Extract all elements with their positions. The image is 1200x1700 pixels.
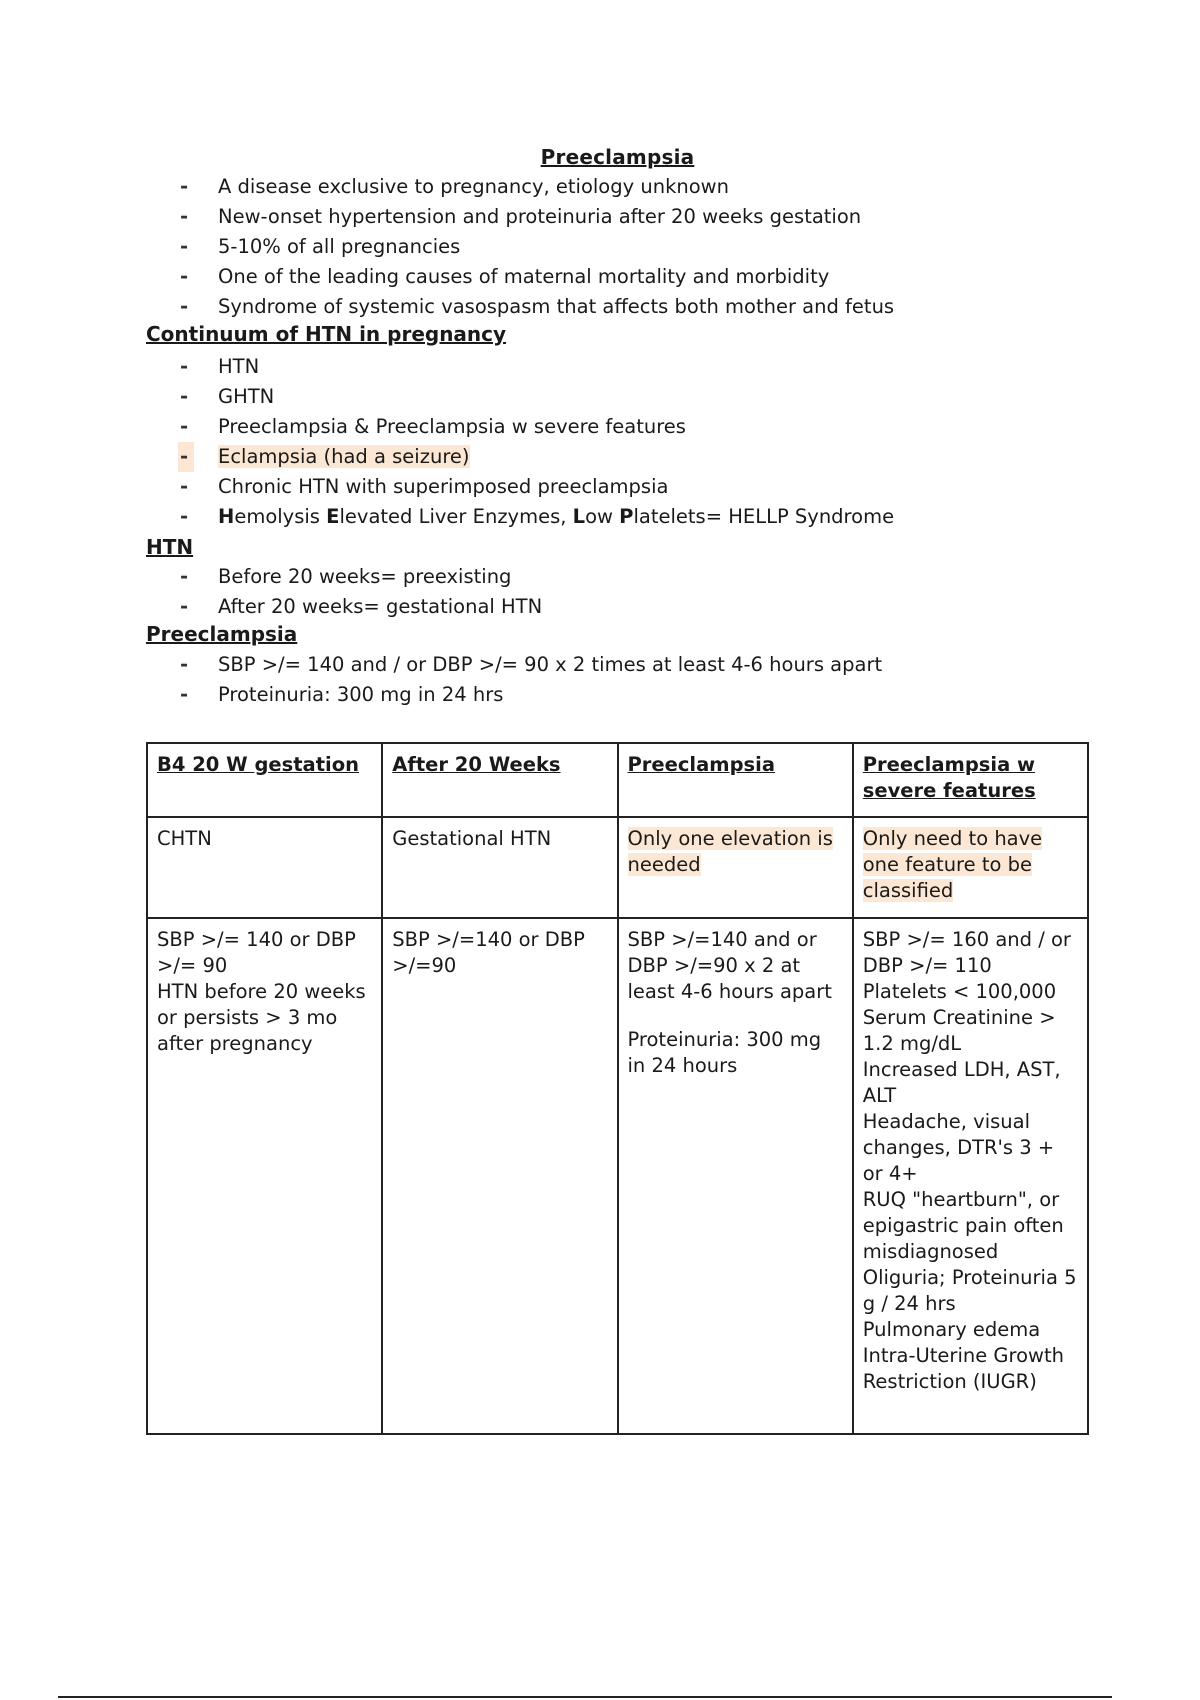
initial-e: E (326, 505, 340, 528)
table-header-cell (853, 743, 1088, 817)
preeclampsia-list (180, 650, 882, 710)
header-preeclampsia: Preeclampsia (627, 753, 775, 776)
table-cell (618, 817, 853, 918)
list-item: - HTN (180, 352, 894, 382)
footer-divider (58, 1696, 1112, 1698)
table-cell (853, 918, 1088, 1434)
preeclampsia-heading: Preeclampsia (146, 622, 298, 646)
table-cell (147, 918, 382, 1434)
table-cell (618, 918, 853, 1434)
htn-list (180, 562, 542, 622)
hellp-text: levated Liver Enzymes, (339, 505, 573, 528)
cell-line: SBP >/=140 or DBP >/=90 (392, 928, 585, 977)
list-item: - Chronic HTN with superimposed preeclampsia (180, 472, 894, 502)
list-item: - SBP >/= 140 and / or DBP >/= 90 x 2 times at least 4-6 hours apart (180, 650, 882, 680)
cell-line: Proteinuria: 300 mg in 24 hours (627, 1028, 822, 1077)
table-header-cell (618, 743, 853, 817)
table-cell (382, 918, 617, 1434)
table-header-cell (147, 743, 382, 817)
continuum-list (180, 352, 894, 532)
hellp-text: latelets= HELLP Syndrome (633, 505, 895, 528)
cell-line: SBP >/= 160 and / or DBP >/= 110 (862, 928, 1071, 977)
table-row (147, 918, 1088, 1434)
list-item: - One of the leading causes of maternal mortality and morbidity (180, 262, 894, 292)
highlighted-note: Only need to have one feature to be classified (862, 827, 1043, 902)
cell-line: SBP >/=140 and or DBP >/=90 x 2 at least 4-6 hours apart (627, 928, 832, 1003)
list-item: - A disease exclusive to pregnancy, etiology unknown (180, 172, 894, 202)
cell-line: Headache, visual changes, DTR's 3 + or 4+ (862, 1110, 1055, 1185)
cell-line: Intra-Uterine Growth Restriction (IUGR) (862, 1344, 1064, 1393)
cell-line: Platelets < 100,000 (862, 980, 1057, 1003)
initial-l: L (572, 505, 586, 528)
hellp-text: ow (585, 505, 620, 528)
page-title: Preeclampsia (540, 145, 695, 169)
header-after-20w: After 20 Weeks (392, 753, 561, 776)
intro-bullet-list (180, 172, 894, 322)
htn-heading: HTN (146, 535, 194, 559)
highlighted-note: Only one elevation is needed (627, 827, 833, 876)
list-item: - Before 20 weeks= preexisting (180, 562, 542, 592)
eclampsia-highlight: Eclampsia (had a seizure) (218, 445, 470, 468)
hellp-text: emolysis (234, 505, 327, 528)
list-item-highlighted (180, 442, 894, 472)
table-header-cell (382, 743, 617, 817)
classification-table (146, 742, 1089, 1435)
table-row (147, 817, 1088, 918)
continuum-heading: Continuum of HTN in pregnancy (146, 322, 507, 346)
list-item: - After 20 weeks= gestational HTN (180, 592, 542, 622)
cell-line: Serum Creatinine > 1.2 mg/dL (862, 1006, 1056, 1055)
header-preeclampsia-severe: Preeclampsia w severe features (862, 753, 1036, 802)
cell-line: SBP >/= 140 or DBP >/= 90 (157, 928, 356, 977)
cell-line: Pulmonary edema (862, 1318, 1041, 1341)
cell-line: HTN before 20 weeks or persists > 3 mo after pregnancy (157, 980, 366, 1055)
hellp-list-item (180, 502, 894, 532)
cell-line: Increased LDH, AST, ALT (862, 1058, 1061, 1107)
header-b4-20w: B4 20 W gestation (157, 753, 359, 776)
list-item: - New-onset hypertension and proteinuria after 20 weeks gestation (180, 202, 894, 232)
cell-line: Oliguria; Proteinuria 5 g / 24 hrs (862, 1266, 1077, 1315)
list-item: - Proteinuria: 300 mg in 24 hrs (180, 680, 882, 710)
table-cell: CHTN (147, 817, 382, 918)
list-item: - GHTN (180, 382, 894, 412)
initial-p: P (619, 505, 634, 528)
table-cell: Gestational HTN (382, 817, 617, 918)
initial-h: H (218, 505, 235, 528)
table-cell (853, 817, 1088, 918)
list-item: - Syndrome of systemic vasospasm that affects both mother and fetus (180, 292, 894, 322)
spacer (628, 1005, 843, 1027)
list-item: - 5-10% of all pregnancies (180, 232, 894, 262)
table-header-row (147, 743, 1088, 817)
list-item: - Preeclampsia & Preeclampsia w severe features (180, 412, 894, 442)
cell-line: RUQ "heartburn", or epigastric pain often misdiagnosed (862, 1188, 1064, 1263)
